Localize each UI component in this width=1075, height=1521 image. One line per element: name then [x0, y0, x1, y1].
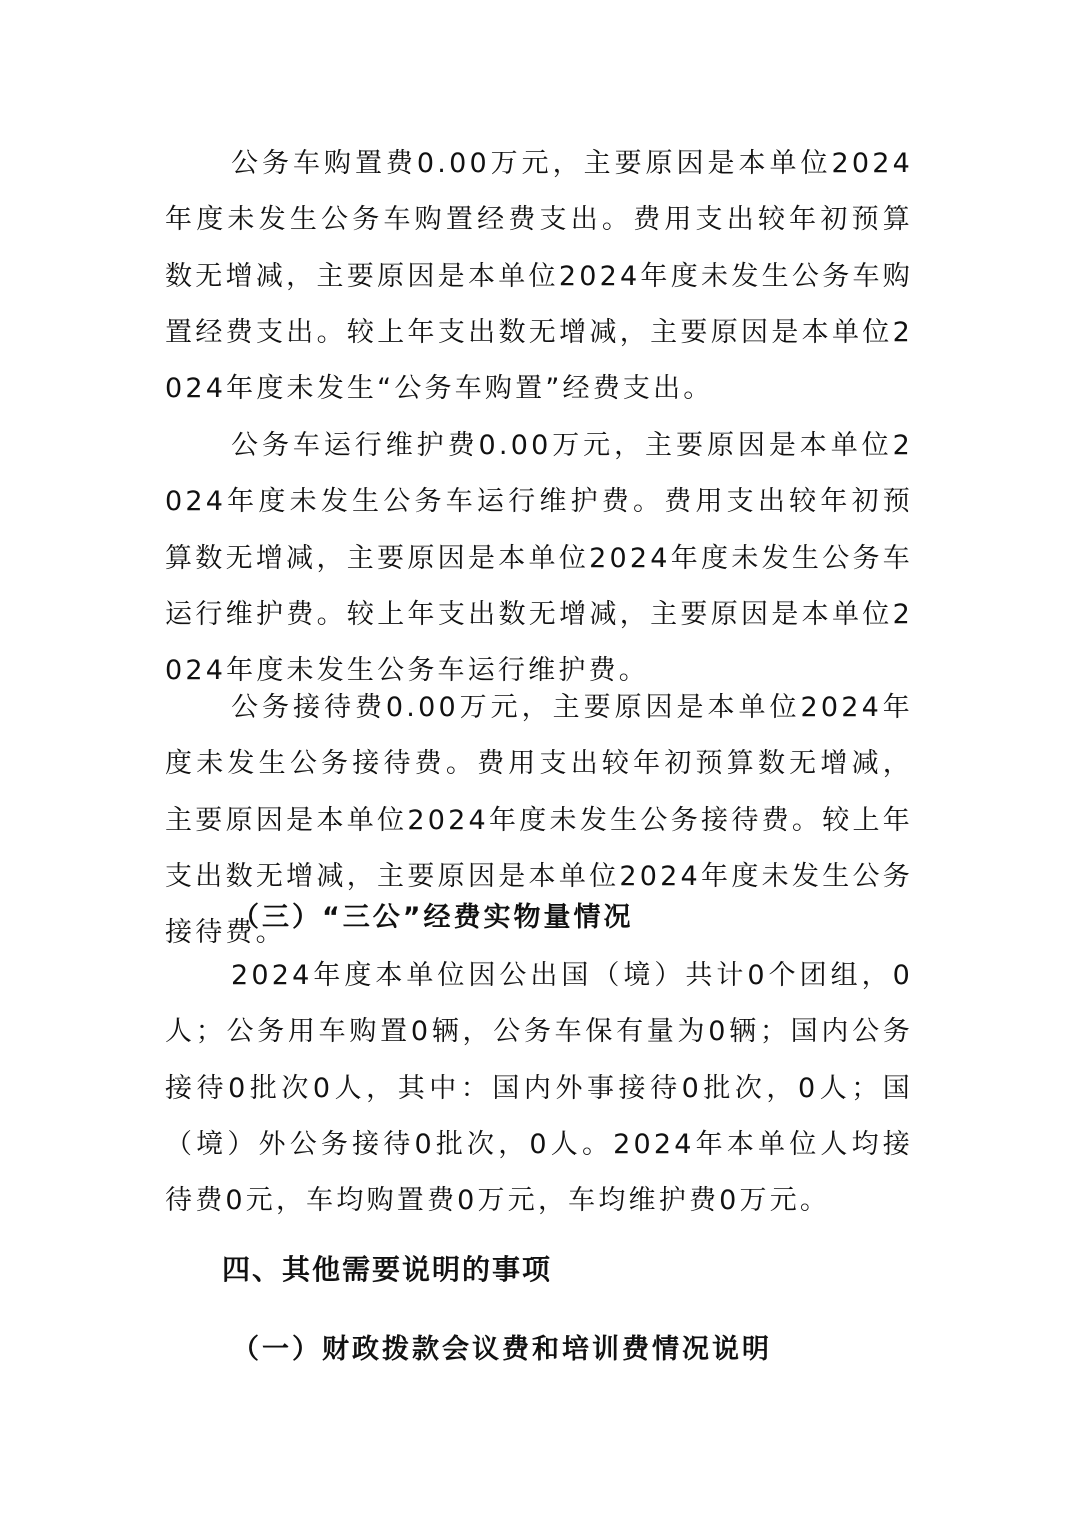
section-heading-other-matters: 四、其他需要说明的事项 — [222, 1253, 553, 1286]
paragraph-vehicle-maintenance: 公务车运行维护费0.00万元，主要原因是本单位2024年度未发生公务车运行维护费。费用支出较年初预算数无增减，主要原因是本单位2024年度未发生公务车运行维护费。较上年支出数无增减，主要原因是本单位2024年度未发生公务车运行维护费。 — [165, 430, 913, 687]
subheading-meeting-training-fees: （一）财政拨款会议费和培训费情况说明 — [232, 1334, 772, 1365]
paragraph-vehicle-purchase: 公务车购置费0.00万元，主要原因是本单位2024年度未发生公务车购置经费支出。费用支出较年初预算数无增减，主要原因是本单位2024年度未发生公务车购置经费支出。较上年支出数无增减，主要原因是本单位2024年度未发生“公务车购置”经费支出。 — [165, 148, 913, 405]
paragraph-physical-quantities: 2024年度本单位因公出国（境）共计0个团组，0人；公务用车购置0辆，公务车保有量为0辆；国内公务接待0批次0人，其中：国内外事接待0批次，0人；国（境）外公务接待0批次，0人。2024年本单位人均接待费0元，车均购置费0万元，车均维护费0万元。 — [165, 960, 913, 1217]
subheading-three-public-quantities: （三）“三公”经费实物量情况 — [232, 902, 634, 933]
paragraph-reception-expense: 公务接待费0.00万元，主要原因是本单位2024年度未发生公务接待费。费用支出较年初预算数无增减，主要原因是本单位2024年度未发生公务接待费。较上年支出数无增减，主要原因是本单位2024年度未发生公务接待费。 — [165, 692, 913, 949]
